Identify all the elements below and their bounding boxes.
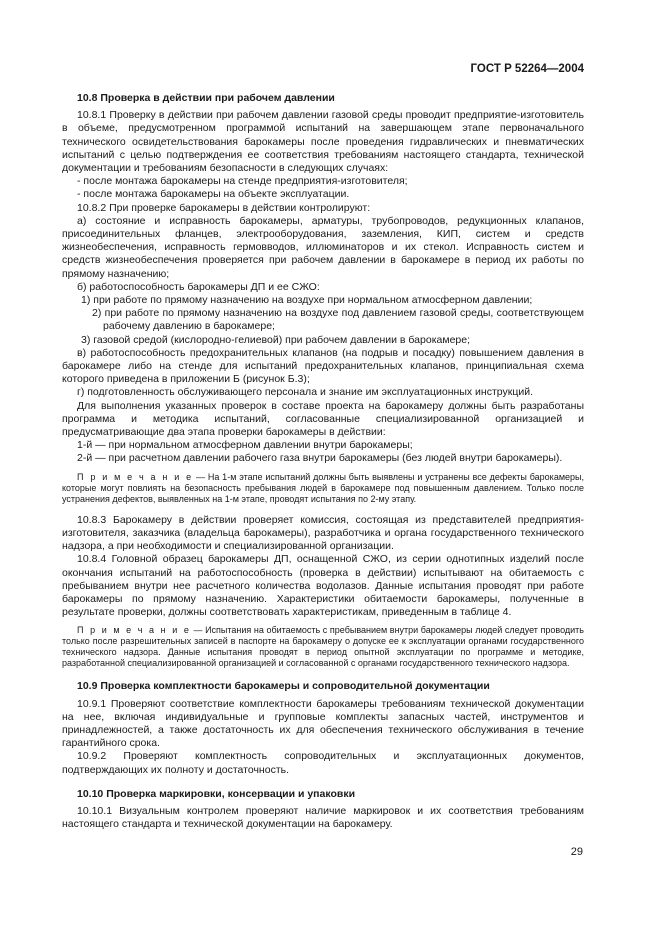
note-1-label: П р и м е ч а н и е xyxy=(77,471,194,482)
paragraph-10-8-2: 10.8.2 При проверке барокамеры в действии контролируют: xyxy=(77,201,371,214)
paragraph-10-9-1: 10.9.1 Проверяют соответствие комплектности барокамеры требованиям технической документации на нее, включая индивидуальные и групповые комплекты запасных частей, инструментов и принадлежностей, а также достаточность их для обеспечения технического обслуживания в течение гарантийного срока. xyxy=(62,697,584,750)
note-2 xyxy=(62,625,584,669)
case-item-2: - после монтажа барокамеры на объекте эксплуатации. xyxy=(77,188,350,201)
paragraph-10-8-3: 10.8.3 Барокамеру в действии проверяет комиссия, состоящая из представителей предприятия-изготовителя, заказчика (владельца барокамеры), разработчика и органа государственного технического надзора, а при необходимости и специализированной организации. xyxy=(62,513,584,553)
check-item-b-3: 3) газовой средой (кислородно-гелиевой) при рабочем давлении в барокамере; xyxy=(81,333,471,346)
section-10-10-title: 10.10 Проверка маркировки, консервации и упаковки xyxy=(77,787,356,800)
check-item-b-1: 1) при работе по прямому назначению на воздухе при нормальном атмосферном давлении; xyxy=(81,294,533,307)
note-2-text: — Испытания на обитаемость с пребыванием внутри барокамеры людей следует проводить только после разрешительных записей в паспорте на барокамеру о допуске ее к эксплуатации органами государственного технического надзора. Данные испытания проводят в период опытной эксплуатации по программе и методике, разработанной специализированной организацией и согласованной с органами государственного технического надзора. xyxy=(62,625,584,669)
check-item-b: б) работоспособность барокамеры ДП и ее СЖО: xyxy=(77,280,320,293)
page-number: 29 xyxy=(570,846,583,858)
note-1-text: — На 1-м этапе испытаний должны быть выявлены и устранены все дефекты барокамеры, которые могут повлиять на безопасность пребывания людей в барокамере под повышенным давлением. Только после устранения дефектов, выявленных на 1-м этапе, проводят испытания по 2-му этапу. xyxy=(62,471,584,504)
document-standard-id: ГОСТ Р 52264—2004 xyxy=(470,63,584,75)
check-item-g: г) подготовленность обслуживающего персонала и знание им эксплуатационных инструкций. xyxy=(77,386,533,399)
test-stage-1: 1-й — при нормальном атмосферном давлении внутри барокамеры; xyxy=(77,439,413,452)
note-1 xyxy=(62,472,584,505)
paragraph-10-8-4: 10.8.4 Головной образец барокамеры ДП, оснащенной СЖО, из серии однотипных изделий после окончания испытаний на работоспособность (проверка в действии) испытывают на обитаемость с пребыванием внутри нее расчетного количества водолазов. Данные испытания проводят при работе барокамеры по прямому назначению. Характеристики обитаемости барокамеры, полученные в результате проверки, должны соответствовать характеристикам, приведенным в таблице 4. xyxy=(62,553,584,619)
check-item-b-2: 2) при работе по прямому назначению на воздухе под давлением газовой среды, соответствующем рабочему давлению в барокамере; xyxy=(92,307,584,333)
section-10-9-title: 10.9 Проверка комплектности барокамеры и сопроводительной документации xyxy=(77,680,490,693)
paragraph-10-10-1: 10.10.1 Визуальным контролем проверяют наличие маркировок и их соответствия требованиям настоящего стандарта и технической документации на барокамеру. xyxy=(62,804,584,831)
paragraph-10-8-1: 10.8.1 Проверку в действии при рабочем давлении газовой среды проводит предприятие-изготовитель в объеме, предусмотренном программой испытаний на завершающем этапе первоначального технического освидетельствования барокамеры после проведения гидравлических и пневматических испытаний с целью подтверждения ее соответствия требованиям настоящего стандарта, технической документации и требованиям безопасности в следующих случаях: xyxy=(62,109,584,175)
paragraph-test-program: Для выполнения указанных проверок в составе проекта на барокамеру должны быть разработаны программа и методика испытаний, согласованные специализированной организацией и предусматривающие два этапа проверки барокамеры в действии: xyxy=(62,399,584,439)
note-2-label: П р и м е ч а н и е xyxy=(77,625,191,636)
case-item-1: - после монтажа барокамеры на стенде предприятия-изготовителя; xyxy=(77,175,408,188)
test-stage-2: 2-й — при расчетном давлении рабочего газа внутри барокамеры (без людей внутри барокамеры). xyxy=(77,452,563,465)
check-item-a: а) состояние и исправность барокамеры, арматуры, трубопроводов, редукционных клапанов, присоединительных фланцев, электрооборудования, заземления, КИП, систем и средств жизнеобеспечения, исправность гермовводов, иллюминаторов и их стекол. Исправность систем и средств жизнеобеспечения проверяется при рабочем давлении в барокамере в период их работы по прямому назначению; xyxy=(62,214,584,280)
section-10-8-title: 10.8 Проверка в действии при рабочем давлении xyxy=(77,92,335,104)
paragraph-10-9-2: 10.9.2 Проверяют комплектность сопроводительных и эксплуатационных документов, подтверждающих их полноту и достаточность. xyxy=(62,750,584,776)
check-item-v: в) работоспособность предохранительных клапанов (на подрыв и посадку) повышением давления в барокамере либо на стенде для испытаний предохранительных клапанов, принципиальная схема которого приведена в приложении Б (рисунок Б.3); xyxy=(62,346,584,386)
document-body xyxy=(62,92,584,831)
